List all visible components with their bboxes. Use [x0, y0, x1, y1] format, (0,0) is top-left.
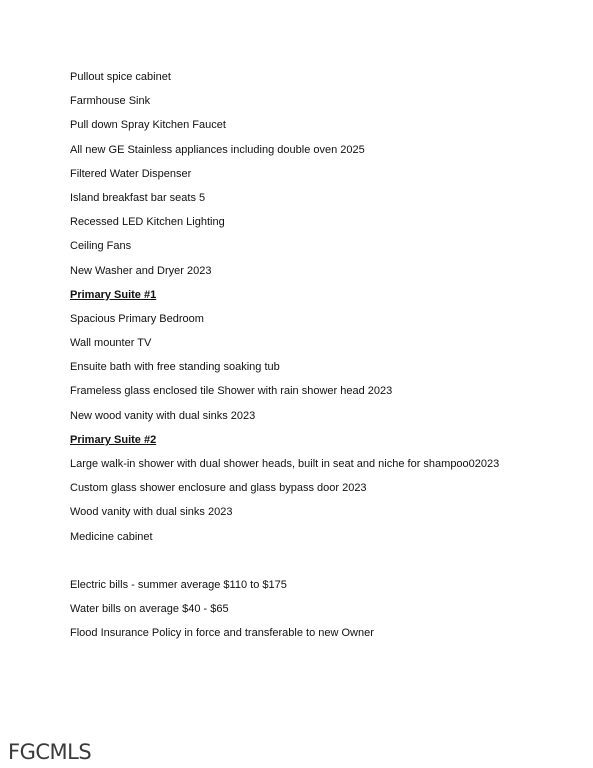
list-item: Filtered Water Dispenser [70, 167, 192, 180]
list-item: Spacious Primary Bedroom [70, 312, 204, 325]
list-item: New wood vanity with dual sinks 2023 [70, 409, 256, 422]
list-item: Wall mounter TV [70, 337, 152, 350]
list-item: Wood vanity with dual sinks 2023 [70, 506, 233, 519]
list-item: Recessed LED Kitchen Lighting [70, 216, 225, 229]
blank-line-spacer [70, 554, 570, 578]
list-item: Large walk-in shower with dual shower heads, built in seat and niche for shampoo02023 [70, 458, 500, 470]
list-item: Island breakfast bar seats 5 [70, 191, 206, 204]
mls-watermark-logo: FGCMLS [8, 740, 92, 764]
list-item: Ensuite bath with free standing soaking tub [70, 361, 280, 374]
list-item: New Washer and Dryer 2023 [70, 264, 212, 277]
list-item: Custom glass shower enclosure and glass bypass door 2023 [70, 482, 367, 495]
document-content [70, 70, 570, 650]
list-item: Farmhouse Sink [70, 95, 151, 108]
list-item: Frameless glass enclosed tile Shower with rain shower head 2023 [70, 385, 393, 398]
list-item: All new GE Stainless appliances including double oven 2025 [70, 143, 365, 156]
section-heading-primary-suite-2: Primary Suite #2 [70, 433, 157, 446]
list-item: Water bills on average $40 - $65 [70, 602, 229, 615]
list-item: Flood Insurance Policy in force and transferable to new Owner [70, 627, 374, 640]
list-item: Electric bills - summer average $110 to $175 [70, 578, 287, 591]
list-item: Medicine cabinet [70, 530, 153, 543]
list-item: Pull down Spray Kitchen Faucet [70, 119, 226, 132]
list-item: Pullout spice cabinet [70, 71, 171, 83]
list-item: Ceiling Fans [70, 240, 132, 253]
section-heading-primary-suite-1: Primary Suite #1 [70, 288, 157, 301]
